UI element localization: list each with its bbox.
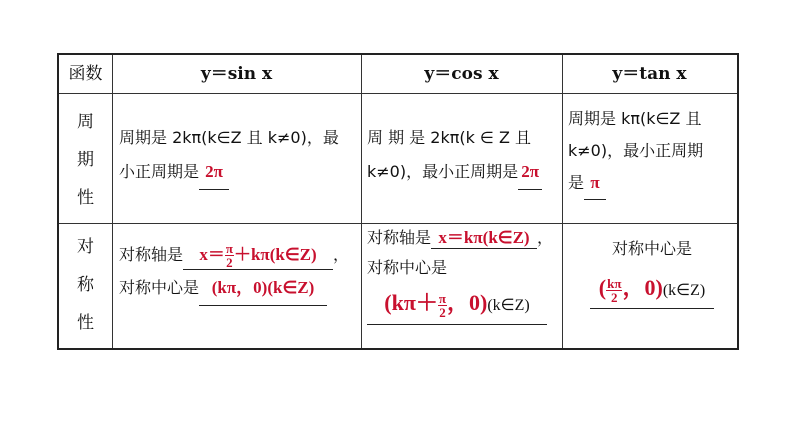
fraction-denominator: 2 [226,255,233,270]
sym-tan-center-tail: (k∈Z) [662,282,706,299]
period-tan-line2: k≠0)，最小正周期 [568,141,704,160]
cell-period-cos [367,121,560,190]
row-label-char: 周 [77,112,94,132]
sym-cos-center-suffix: ，0) [447,290,488,315]
fraction-denominator: 2 [439,305,446,320]
cell-symmetry-cos [367,225,560,325]
sym-tan-center-label: 对称中心是 [611,239,692,258]
column-divider [562,55,563,348]
sym-cos-center-blank [367,285,547,325]
row-label-char: 性 [77,188,94,208]
header-tan: y＝tan x [612,64,687,84]
sym-cos-axis-line [367,225,560,251]
row-label-char: 性 [77,313,94,333]
sym-cos-center-fraction [438,292,447,319]
cell-symmetry-sin [119,231,359,306]
sym-sin-axis-label: 对称轴是 [119,245,184,264]
row-label-char: 称 [77,275,94,295]
period-cos-line1: 周 期 是 2kπ(k ∈ Z 且 [367,128,532,147]
sym-sin-axis-fraction [225,242,234,269]
row-divider [59,93,737,94]
column-divider [361,55,362,348]
sym-sin-axis-prefix: x＝ [199,245,225,264]
sym-cos-center-tail: (k∈Z) [487,297,530,314]
period-sin-line1: 周期是 2kπ(k∈Z 且 k≠0)，最 [119,128,339,147]
sym-tan-center-prefix: ( [598,275,607,300]
period-sin-label: 小正周期是 [119,162,200,181]
fraction-numerator: π [225,241,233,256]
period-sin-line2 [119,155,359,190]
period-cos-answer: 2π [521,162,540,181]
sym-cos-center-label: 对称中心是 [367,258,448,277]
period-cos-line2 [367,155,560,190]
cell-period-sin [119,121,359,190]
sym-cos-center-prefix: (kπ＋ [384,290,438,315]
sym-cos-axis-label: 对称轴是 [367,228,432,247]
sym-sin-axis-line [119,231,359,271]
sym-tan-center-suffix: ，0) [622,275,663,300]
sym-sin-center-answer: (kπ，0)(k∈Z) [211,278,315,297]
period-tan-blank [584,167,606,200]
fraction-numerator: π [438,291,447,306]
trig-properties-table [57,53,739,350]
fraction-numerator: kπ [607,276,622,291]
sym-sin-center-label: 对称中心是 [119,278,200,297]
row-label-periodicity [59,103,112,217]
row-divider [59,223,737,224]
cell-period-tan [568,103,736,200]
period-tan-line1: 周期是 kπ(k∈Z 且 [568,109,702,128]
sym-sin-axis-blank [183,242,333,270]
period-cos-blank [518,155,542,190]
header-function: 函数 [68,64,103,84]
period-sin-blank [199,155,229,190]
sym-sin-center-line [119,271,359,306]
sym-cos-axis-answer: x＝kπ(k∈Z) [438,228,530,247]
sym-sin-axis-comma: ， [333,245,350,264]
sym-cos-axis-blank [431,228,537,249]
period-tan-line3 [568,167,736,200]
period-tan-answer: π [590,173,600,192]
header-cos: y＝cos x [424,64,499,84]
column-divider [112,55,113,348]
sym-tan-center-fraction [606,277,622,304]
sym-tan-center-blank [590,271,714,309]
period-sin-answer: 2π [205,162,223,181]
row-label-char: 期 [77,150,94,170]
row-label-char: 对 [77,237,94,257]
sym-sin-axis-suffix: ＋kπ(k∈Z) [233,245,317,264]
row-label-symmetry [59,228,112,342]
period-cos-label: k≠0)，最小正周期是 [367,162,519,181]
fraction-denominator: 2 [611,290,618,305]
period-tan-label: 是 [568,173,585,192]
sym-sin-center-blank [199,271,327,306]
cell-symmetry-tan [568,231,736,309]
sym-cos-axis-comma: ， [537,228,554,247]
header-sin: y＝sin x [200,64,273,84]
